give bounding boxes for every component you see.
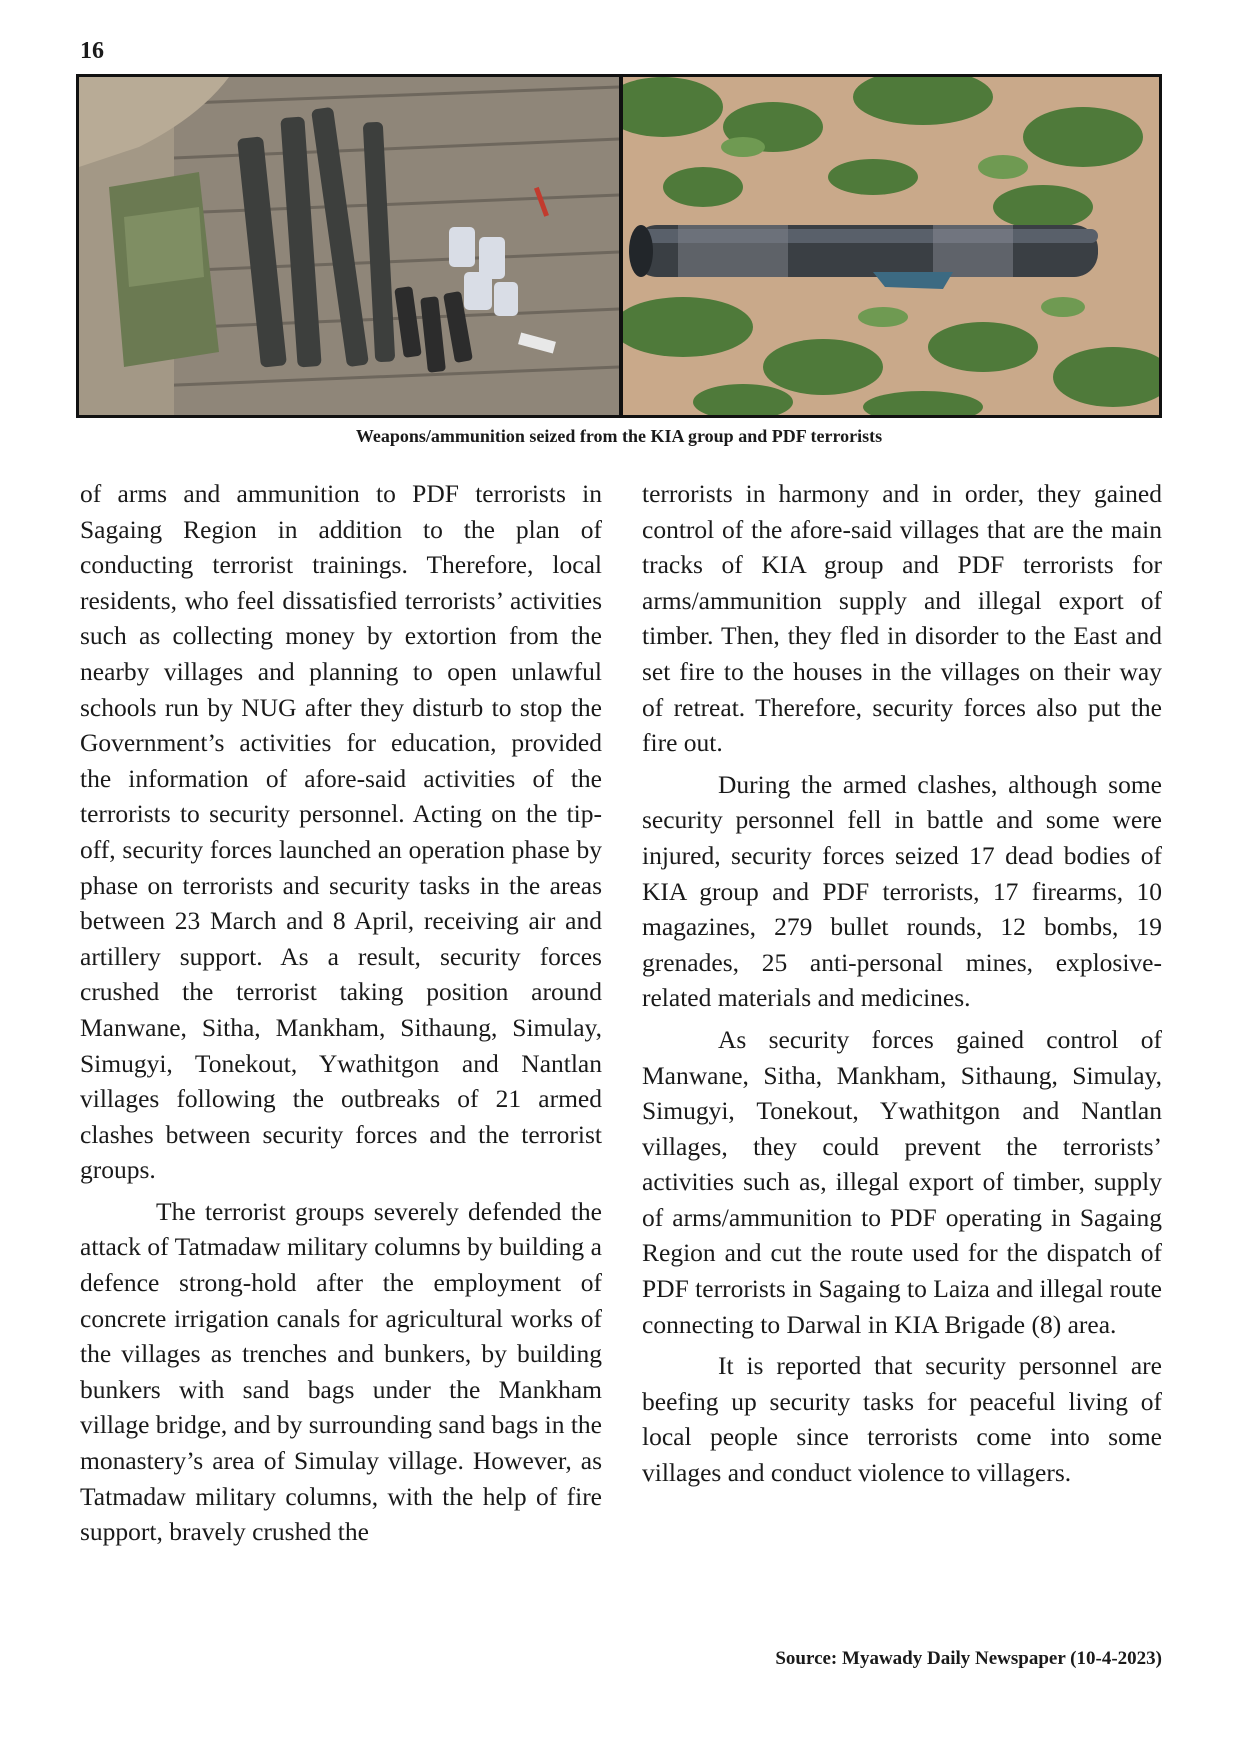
article-paragraph: As security forces gained control of Manwane, Sitha, Mankham, Sithaung, Simulay, Simugyi, Tonekout, Ywathitgon and Nantlan villages, they could prevent the terrorists’ activities such as, illegal export of timber, supply of arms/ammunition to PDF operating in Sagaing Region and cut the route used for the dispatch of PDF terrorists in Sagaing to Laiza and illegal route connecting to Darwal in KIA Brigade (8) area. [642, 1024, 1162, 1339]
photo-seized-explosive [623, 77, 1159, 415]
photo-strip [76, 74, 1162, 418]
article-paragraph: of arms and ammunition to PDF terrorists in Sagaing Region in addition to the plan of conducting terrorist trainings. Therefore, local residents, who feel dissatisfied terrorists’ activities such as collecting money by extortion from the nearby villages and planning to open unlawful schools run by NUG after they disturb to stop the Government’s activities for education, provided the information of afore-said activities of the terrorists to security personnel. Acting on the tip-off, security forces launched an operation phase by phase on terrorists and security tasks in the areas between 23 March and 8 April, receiving air and artillery support. As a result, security forces crushed the terrorist taking position around Manwane, Sitha, Mankham, Sithaung, Simulay, Simugyi, Tonekout, Ywathitgon and Nantlan villages following the outbreaks of 21 armed clashes between security forces and the terrorist groups. [80, 479, 602, 1185]
page-number: 16 [80, 38, 104, 64]
article-paragraph: During the armed clashes, although some security personnel fell in battle and some were injured, security forces seized 17 dead bodies of KIA group and PDF terrorists, 17 firearms, 10 magazines, 279 bullet rounds, 12 bombs, 19 grenades, 25 anti-personal mines, explosive-related materials and medicines. [642, 769, 1162, 1013]
photo-caption: Weapons/ammunition seized from the KIA group and PDF terrorists [355, 426, 883, 446]
article-column-right [642, 476, 1162, 1491]
article-column-left [80, 476, 602, 1550]
article-paragraph: terrorists in harmony and in order, they gained control of the afore-said villages that are the main tracks of KIA group and PDF terrorists for arms/ammunition supply and illegal export of timber. Then, they fled in disorder to the East and set fire to the houses in the villages on their way of retreat. Therefore, security forces also put the fire out. [642, 479, 1162, 758]
article-paragraph: The terrorist groups severely defended the attack of Tatmadaw military columns by building a defence strong-hold after the employment of concrete irrigation canals for agricultural works of the villages as trenches and bunkers, by building bunkers with sand bags under the Mankham village bridge, and by surrounding sand bags in the monastery’s area of Simulay village. However, as Tatmadaw military columns, with the help of fire support, bravely crushed the [80, 1196, 602, 1547]
article-paragraph: It is reported that security personnel are beefing up security tasks for peaceful living of local people since terrorists come into some villages and conduct violence to villagers. [642, 1351, 1162, 1488]
seized-explosive-image [623, 77, 1159, 415]
photo-seized-weapons [79, 77, 619, 415]
seized-weapons-image [79, 77, 619, 415]
source-credit: Source: Myawady Daily Newspaper (10-4-2023) [775, 1648, 1162, 1669]
